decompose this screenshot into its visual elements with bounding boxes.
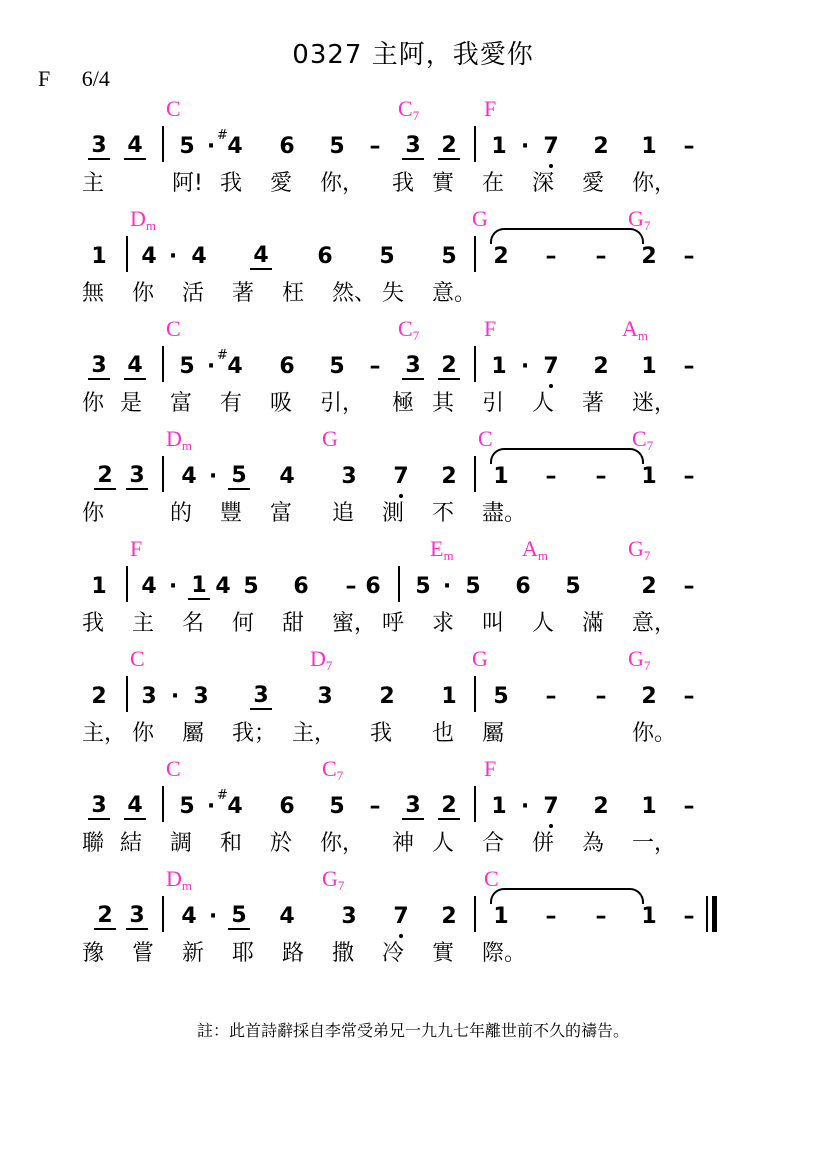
lyric: 你 — [82, 501, 105, 526]
lyric: 失 — [382, 281, 405, 306]
notation-system — [0, 316, 826, 424]
chord-label: C — [166, 96, 181, 121]
note: 4 — [181, 464, 197, 489]
note: 4 # — [217, 788, 243, 819]
note: 6 — [279, 354, 295, 379]
lyric: 深 — [532, 171, 555, 196]
chord-label: G — [472, 646, 488, 671]
lyric: 豫 — [82, 941, 105, 966]
note: 4 # — [217, 348, 243, 379]
note: 3 — [193, 684, 209, 709]
lyric: 迷， — [632, 391, 677, 416]
lyric: 愛 — [270, 171, 293, 196]
lyric: 然、 — [332, 281, 377, 306]
lyric: 主， — [292, 721, 337, 746]
lyric: 冷 — [382, 941, 405, 966]
note: 4 — [250, 244, 272, 270]
note: 1 — [641, 904, 657, 929]
dash: – — [369, 134, 381, 159]
lyric: 富 — [270, 501, 293, 526]
chord-label: $E_m$ — [430, 536, 454, 563]
note: 6 — [279, 794, 295, 819]
lyric: 有 — [220, 391, 243, 416]
chord-label: $C_7$ — [398, 96, 420, 123]
chord-label: C — [166, 756, 181, 781]
barline — [474, 676, 476, 712]
note: 2 — [91, 684, 107, 709]
lyric: 追 — [332, 501, 355, 526]
lyric: 吸 — [270, 391, 293, 416]
chord-label: F — [130, 536, 143, 561]
note: 1 — [641, 464, 657, 489]
note: 2 — [593, 794, 609, 819]
note: 2 — [438, 134, 460, 160]
chord-label: F — [484, 316, 497, 341]
note: 5 — [179, 794, 195, 819]
dot: · — [208, 904, 218, 929]
note: 7 — [390, 464, 412, 489]
note: 7 — [540, 354, 562, 379]
chord-label: C — [484, 866, 499, 891]
note: 4 — [191, 244, 207, 269]
lyric: 你 — [132, 721, 155, 746]
key-label: F — [38, 66, 51, 91]
note: 6 — [317, 244, 333, 269]
chord-label: $G_7$ — [628, 536, 651, 563]
lyric: 我 — [220, 171, 243, 196]
lyric: 新 — [182, 941, 205, 966]
dash: – — [683, 684, 695, 709]
lyric: 於 — [270, 831, 293, 856]
lyric: 極 — [392, 391, 415, 416]
lyric: 你， — [632, 171, 677, 196]
lyric: 一， — [632, 831, 677, 856]
note: 4 — [124, 794, 146, 820]
lyric: 結 — [120, 831, 143, 856]
note: 2 — [438, 794, 460, 820]
note: 2 — [379, 684, 395, 709]
note: 1 — [188, 574, 210, 600]
chord-label: $C_7$ — [632, 426, 654, 453]
dash: – — [683, 904, 695, 929]
time-signature: 6/4 — [81, 66, 110, 91]
hymn-title: 0327 主阿，我愛你 — [292, 40, 534, 70]
key-signature — [38, 66, 136, 92]
dot: · — [168, 574, 178, 599]
chord-label: $D_7$ — [310, 646, 333, 673]
note: 5 — [465, 574, 481, 599]
dash: – — [545, 464, 557, 489]
note: 3 — [250, 684, 272, 710]
note: 2 — [438, 354, 460, 380]
note: 2 — [441, 904, 457, 929]
dot: · — [520, 354, 530, 379]
note: 3 — [341, 904, 357, 929]
lyric: 著 — [582, 391, 605, 416]
barline — [162, 456, 164, 492]
note: 2 — [94, 464, 116, 490]
note: 1 — [491, 354, 507, 379]
lyric: 叫 — [482, 611, 505, 636]
note: 5 — [228, 904, 250, 930]
barline — [474, 346, 476, 382]
lyric: 著 — [232, 281, 255, 306]
lyric: 你， — [320, 831, 365, 856]
notation-system — [0, 426, 826, 534]
dash: – — [345, 574, 357, 599]
dash: – — [595, 464, 607, 489]
barline — [474, 236, 476, 272]
dash: – — [683, 574, 695, 599]
note: 3 — [141, 684, 157, 709]
lyric: 甜 — [282, 611, 305, 636]
note: 2 — [641, 684, 657, 709]
note: 5 — [565, 574, 581, 599]
chord-label: $C_7$ — [398, 316, 420, 343]
dot: · — [170, 684, 180, 709]
note: 1 — [491, 794, 507, 819]
lyric: 盡。 — [482, 501, 527, 526]
dash: – — [545, 684, 557, 709]
chord-label: F — [484, 96, 497, 121]
lyric: 我 — [392, 171, 415, 196]
lyric: 為 — [582, 831, 605, 856]
lyric: 合 — [482, 831, 505, 856]
note: 4 — [215, 574, 231, 599]
lyric: 你。 — [632, 721, 677, 746]
note: 5 — [228, 464, 250, 490]
notation-system — [0, 96, 826, 204]
notation-system — [0, 756, 826, 864]
lyric: 主 — [132, 611, 155, 636]
dash: – — [545, 904, 557, 929]
note: 4 # — [217, 128, 243, 159]
lyric: 測 — [382, 501, 405, 526]
barline — [474, 456, 476, 492]
chord-label: $A_m$ — [622, 316, 649, 343]
dot: · — [208, 464, 218, 489]
dash: – — [369, 794, 381, 819]
lyric: 你， — [320, 171, 365, 196]
lyric: 的 — [170, 501, 193, 526]
note: 5 — [179, 354, 195, 379]
note: 6 — [293, 574, 309, 599]
note: 1 — [493, 904, 509, 929]
note: 7 — [390, 904, 412, 929]
note: 3 — [402, 354, 424, 380]
dot: · — [206, 794, 216, 819]
footnote: 註：此首詩辭採自李常受弟兄一九九七年離世前不久的禱告。 — [196, 1021, 629, 1040]
dot: · — [520, 134, 530, 159]
lyric: 求 — [432, 611, 455, 636]
note: 3 — [341, 464, 357, 489]
note: 2 — [593, 354, 609, 379]
lyric: 嘗 — [132, 941, 155, 966]
note: 5 — [493, 684, 509, 709]
lyric: 併 — [532, 831, 555, 856]
chord-label: $D_m$ — [166, 866, 193, 893]
note: 5 — [329, 354, 345, 379]
lyric: 實 — [432, 171, 455, 196]
note: 4 — [181, 904, 197, 929]
note: 7 — [540, 794, 562, 819]
lyric: 意。 — [432, 281, 477, 306]
note: 4 — [279, 464, 295, 489]
dash: – — [595, 684, 607, 709]
note: 5 — [441, 244, 457, 269]
chord-label: $D_m$ — [166, 426, 193, 453]
lyric: 際。 — [482, 941, 527, 966]
lyric: 阿! — [172, 171, 203, 196]
dot: · — [520, 794, 530, 819]
lyric: 聯 — [82, 831, 105, 856]
note: 4 — [141, 574, 157, 599]
barline — [126, 566, 128, 602]
lyric: 愛 — [582, 171, 605, 196]
chord-label: C — [166, 316, 181, 341]
lyric: 枉 — [282, 281, 305, 306]
note: 3 — [126, 464, 148, 490]
lyric: 人 — [432, 831, 455, 856]
tie — [490, 888, 644, 904]
notation-system — [0, 866, 826, 974]
note: 6 — [279, 134, 295, 159]
barline — [474, 126, 476, 162]
barline — [398, 566, 400, 602]
notation-system — [0, 536, 826, 644]
lyric: 是 — [120, 391, 143, 416]
lyric: 我 — [82, 611, 105, 636]
chord-label: $G_7$ — [628, 206, 651, 233]
lyric: 屬 — [182, 721, 205, 746]
note: 1 — [91, 574, 107, 599]
note: 1 — [441, 684, 457, 709]
lyric: 耶 — [232, 941, 255, 966]
note: 4 — [124, 354, 146, 380]
chord-label: F — [484, 756, 497, 781]
lyric: 人 — [532, 391, 555, 416]
tie — [490, 448, 644, 464]
lyric: 調 — [170, 831, 193, 856]
note: 2 — [493, 244, 509, 269]
chord-label: $G_7$ — [628, 646, 651, 673]
note: 5 — [179, 134, 195, 159]
chord-label: C — [130, 646, 145, 671]
note: 3 — [88, 354, 110, 380]
note: 3 — [317, 684, 333, 709]
note: 4 — [279, 904, 295, 929]
note: 2 — [441, 464, 457, 489]
note: 1 — [493, 464, 509, 489]
lyric: 你 — [132, 281, 155, 306]
barline — [126, 236, 128, 272]
lyric: 在 — [482, 171, 505, 196]
dot: · — [206, 354, 216, 379]
note: 4 — [124, 134, 146, 160]
lyric: 名 — [182, 611, 205, 636]
note: 3 — [88, 794, 110, 820]
lyric: 路 — [282, 941, 305, 966]
chord-label: $A_m$ — [522, 536, 549, 563]
dash: – — [595, 244, 607, 269]
note: 2 — [641, 574, 657, 599]
note: 1 — [641, 134, 657, 159]
lyric: 富 — [170, 391, 193, 416]
barline — [162, 896, 164, 932]
chord-label: $D_m$ — [130, 206, 157, 233]
note: 3 — [88, 134, 110, 160]
note: 4 — [141, 244, 157, 269]
tie — [490, 228, 644, 244]
dot: · — [206, 134, 216, 159]
lyric: 主 — [82, 171, 105, 196]
note: 5 — [415, 574, 431, 599]
lyric: 活 — [182, 281, 205, 306]
dot: · — [442, 574, 452, 599]
note: 3 — [402, 134, 424, 160]
barline — [474, 896, 476, 932]
barline — [474, 786, 476, 822]
lyric: 實 — [432, 941, 455, 966]
lyric: 意， — [632, 611, 677, 636]
dash: – — [683, 354, 695, 379]
lyric: 和 — [220, 831, 243, 856]
lyric: 引 — [482, 391, 505, 416]
lyric: 你 — [82, 391, 105, 416]
note: 5 — [243, 574, 259, 599]
dash: – — [369, 354, 381, 379]
lyric: 豐 — [220, 501, 243, 526]
dash: – — [683, 134, 695, 159]
lyric: 我 — [370, 721, 393, 746]
chord-label: G — [322, 426, 338, 451]
chord-label: $G_7$ — [322, 866, 345, 893]
chord-label: G — [472, 206, 488, 231]
final-barline — [712, 896, 717, 932]
dash: – — [683, 464, 695, 489]
notation-system — [0, 206, 826, 314]
lyric: 也 — [432, 721, 455, 746]
chord-label: C — [478, 426, 493, 451]
lyric: 蜜， — [332, 611, 377, 636]
dash: – — [683, 244, 695, 269]
note: 5 — [379, 244, 395, 269]
note: 5 — [329, 134, 345, 159]
chord-label: $C_7$ — [322, 756, 344, 783]
note: 3 — [126, 904, 148, 930]
lyric: 無 — [82, 281, 105, 306]
note: 2 — [641, 244, 657, 269]
notation-system — [0, 646, 826, 754]
lyric: 呼 — [382, 611, 405, 636]
barline — [126, 676, 128, 712]
dot: · — [168, 244, 178, 269]
lyric: 我； — [232, 721, 277, 746]
barline — [162, 126, 164, 162]
lyric: 滿 — [582, 611, 605, 636]
note: 3 — [402, 794, 424, 820]
note: 1 — [641, 794, 657, 819]
dash: – — [545, 244, 557, 269]
barline — [162, 346, 164, 382]
note: 5 — [329, 794, 345, 819]
lyric: 何 — [232, 611, 255, 636]
lyric: 撒 — [332, 941, 355, 966]
note: 6 — [515, 574, 531, 599]
lyric: 人 — [532, 611, 555, 636]
dash: – — [595, 904, 607, 929]
lyric: 神 — [392, 831, 415, 856]
note: 2 — [94, 904, 116, 930]
note: 7 — [540, 134, 562, 159]
barline — [706, 896, 708, 932]
lyric: 主， — [82, 721, 127, 746]
lyric: 屬 — [482, 721, 505, 746]
lyric: 其 — [432, 391, 455, 416]
dash: – — [683, 794, 695, 819]
note: 1 — [91, 244, 107, 269]
note: 1 — [491, 134, 507, 159]
lyric: 不 — [432, 501, 455, 526]
note: 2 — [593, 134, 609, 159]
note: 1 — [641, 354, 657, 379]
barline — [162, 786, 164, 822]
lyric: 引， — [320, 391, 365, 416]
note: 6 — [365, 574, 381, 599]
